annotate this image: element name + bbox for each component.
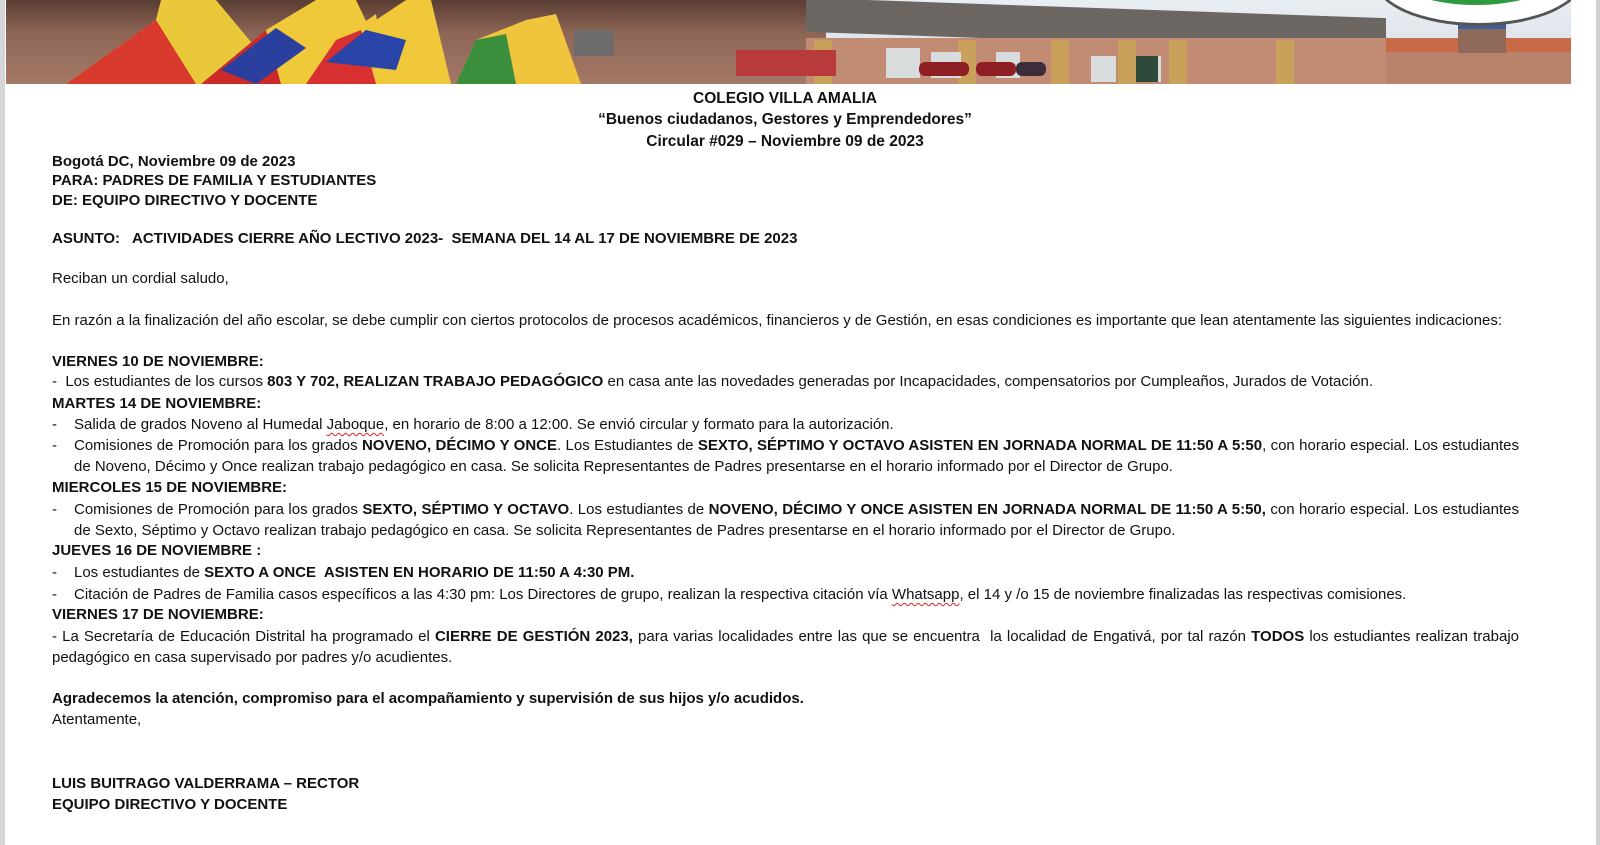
pillar	[1118, 40, 1136, 84]
intro-paragraph: En razón a la finalización del año escolar, se debe cumplir con ciertos protocolos de procesos académicos, financieros y de Gestión, en esas condiciones es importante que lean atentamente las siguientes indicaciones:	[52, 312, 1503, 329]
bullet-dash: -	[52, 373, 57, 390]
header-banner-photo	[6, 0, 1571, 84]
section-day-heading: VIERNES 10 DE NOVIEMBRE:	[52, 353, 264, 370]
section-day-heading: MARTES 14 DE NOVIEMBRE:	[52, 395, 262, 412]
sender: DE: EQUIPO DIRECTIVO Y DOCENTE	[52, 192, 318, 209]
bullet-dash: -	[52, 564, 57, 581]
bullet-dash: -	[52, 586, 57, 603]
school-motto: “Buenos ciudadanos, Gestores y Emprendedores”	[598, 111, 972, 128]
bullet-dash: -	[52, 628, 57, 645]
regards-line: Atentamente,	[52, 711, 142, 728]
recipients: PARA: PADRES DE FAMILIA Y ESTUDIANTES	[52, 172, 377, 189]
building-tower	[1458, 24, 1506, 53]
students-on-balcony	[919, 62, 969, 76]
list-item: - Citación de Padres de Familia casos específicos a las 4:30 pm: Los Directores de grupo, realizan la respectiva citación vía Whatsapp, el 14 y /o 15 de noviembre finalizadas las respectivas comisiones.	[52, 585, 1519, 606]
section-day-heading: JUEVES 16 DE NOVIEMBRE :	[52, 542, 262, 559]
students-on-balcony	[976, 62, 1016, 76]
window	[736, 50, 836, 76]
window	[1091, 56, 1116, 82]
bullet-dash: -	[52, 437, 57, 454]
list-item: - Comisiones de Promoción para los grados NOVENO, DÉCIMO Y ONCE. Los Estudiantes de SEXTO, SÉPTIMO Y OCTAVO ASISTEN EN JORNADA NORMAL DE 11:50 A 5:50, con horario especial. Los estudiantes de Noveno, Décimo y Once realizan trabajo pedagógico en casa. Se solicita Representantes de Padres presentarse en el horario informado por el Director de Grupo.	[52, 437, 1520, 475]
list-item: - Comisiones de Promoción para los grados SEXTO, SÉPTIMO Y OCTAVO. Los estudiantes de NOVENO, DÉCIMO Y ONCE ASISTEN EN JORNADA NORMAL DE 11:50 A 5:50, con horario especial. Los estudiantes de Sexto, Séptimo y Octavo realizan trabajo pedagógico en casa. Se solicita Representantes de Padres presentarse en el horario informado por el Director de Grupo.	[52, 501, 1520, 539]
page-border-right	[1596, 0, 1600, 845]
school-crest-inner	[1396, 0, 1556, 5]
subject-line: ASUNTO: ACTIVIDADES CIERRE AÑO LECTIVO 2023- SEMANA DEL 14 AL 17 DE NOVIEMBRE DE 2023	[52, 230, 798, 247]
place-date: Bogotá DC, Noviembre 09 de 2023	[52, 153, 296, 170]
section-day-heading: MIERCOLES 15 DE NOVIEMBRE:	[52, 479, 288, 496]
list-item: - Los estudiantes de SEXTO A ONCE ASISTEN EN HORARIO DE 11:50 A 4:30 PM.	[52, 563, 1519, 584]
pillar	[1169, 40, 1187, 84]
list-item: - La Secretaría de Educación Distrital ha programado el CIERRE DE GESTIÓN 2023, para varias localidades entre las que se encuentra la localidad de Engativá, por tal razón TODOS los estudiantes realizan trabajo pedagógico en casa supervisado por padres y/o acudientes.	[52, 628, 1524, 666]
greeting: Reciban un cordial saludo,	[52, 270, 229, 287]
spellcheck-flagged-word: Whatsapp	[891, 586, 960, 603]
thanks-line: Agradecemos la atención, compromiso para el acompañamiento y supervisión de sus hijos y/o acudidos.	[52, 690, 804, 707]
window	[1136, 56, 1158, 82]
signer-team: EQUIPO DIRECTIVO Y DOCENTE	[52, 796, 288, 813]
list-item: - Los estudiantes de los cursos 803 Y 702, REALIZAN TRABAJO PEDAGÓGICO en casa ante las novedades generadas por Incapacidades, compensatorios por Cumpleaños, Jurados de Votación.	[52, 373, 1374, 390]
spellcheck-flagged-word: Jaboque	[326, 416, 385, 433]
flags-image	[186, 0, 606, 84]
circular-number: Circular #029 – Noviembre 09 de 2023	[646, 133, 924, 150]
students-on-balcony	[1016, 62, 1046, 76]
bullet-dash: -	[52, 501, 57, 518]
pillar	[1276, 40, 1294, 84]
window	[886, 48, 920, 78]
school-name: COLEGIO VILLA AMALIA	[693, 90, 877, 107]
section-day-heading: VIERNES 17 DE NOVIEMBRE:	[52, 606, 264, 623]
bullet-dash: -	[52, 416, 57, 433]
signer-name: LUIS BUITRAGO VALDERRAMA – RECTOR	[52, 775, 360, 792]
pillar	[1051, 40, 1069, 84]
list-item: - Salida de grados Noveno al Humedal Jaboque, en horario de 8:00 a 12:00. Se envió circular y formato para la autorización.	[52, 415, 1519, 436]
